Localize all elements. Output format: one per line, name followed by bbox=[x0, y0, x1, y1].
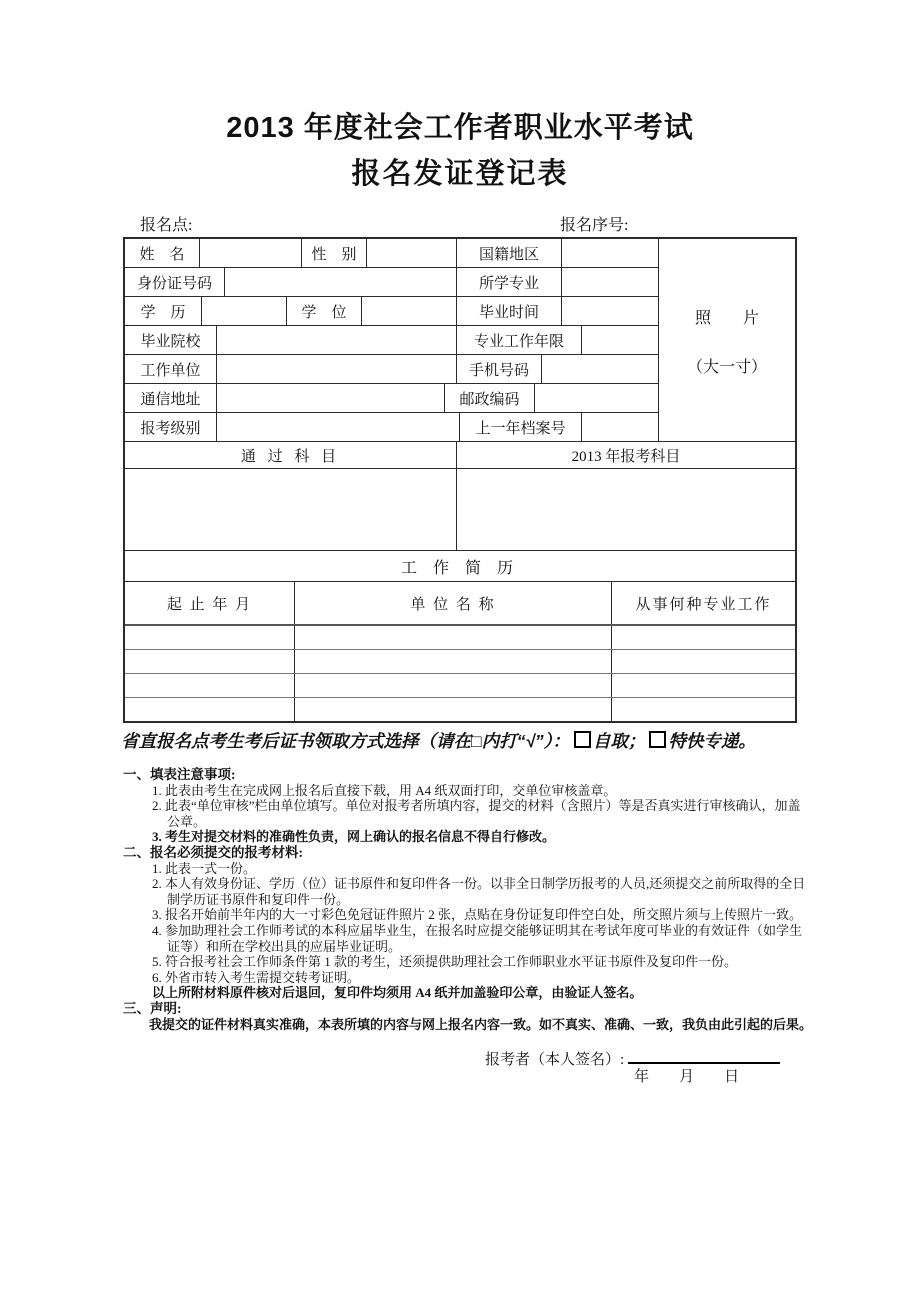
work-years-input[interactable] bbox=[582, 326, 658, 354]
personal-info-grid bbox=[125, 239, 659, 442]
photo-size-label: （大一寸） bbox=[686, 358, 767, 376]
work-history-title: 工 作 简 历 bbox=[125, 551, 795, 582]
wh-period-input[interactable] bbox=[125, 674, 295, 697]
note-item: 6. 外省市转入考生需提交转考证明。 bbox=[152, 969, 361, 985]
form-title bbox=[0, 0, 920, 192]
signature-label: 报考者（本人签名）: bbox=[485, 1052, 625, 1069]
last-year-file-input[interactable] bbox=[582, 413, 658, 442]
work-history-header-row bbox=[125, 582, 795, 626]
wh-column-unit: 单 位 名 称 bbox=[295, 582, 612, 624]
delivery-option-self-pickup: 自取； bbox=[592, 731, 646, 751]
registration-table bbox=[123, 237, 797, 723]
wh-unit-input[interactable] bbox=[295, 650, 612, 673]
field-label-address: 通信地址 bbox=[125, 384, 217, 412]
row-school-workyears bbox=[125, 326, 658, 355]
field-label-degree: 学 位 bbox=[287, 297, 362, 325]
current-subjects-input[interactable] bbox=[457, 469, 795, 550]
field-label-name: 姓 名 bbox=[125, 239, 200, 267]
subjects-header-row bbox=[125, 441, 795, 469]
wh-unit-input[interactable] bbox=[295, 698, 612, 721]
subjects-body-row bbox=[125, 469, 795, 551]
wh-period-input[interactable] bbox=[125, 626, 295, 649]
row-name-gender-nationality bbox=[125, 239, 658, 268]
field-label-work-years: 专业工作年限 bbox=[457, 326, 582, 354]
wh-period-input[interactable] bbox=[125, 698, 295, 721]
photo-box bbox=[659, 239, 795, 442]
note-item: 3. 报名开始前半年内的大一寸彩色免冠证件照片 2 张，点贴在身份证复印件空白处，所交照片须与上传照片一致。 bbox=[152, 907, 803, 923]
notes-heading-2: 二、报名必须提交的报考材料: bbox=[123, 844, 303, 860]
name-input[interactable] bbox=[200, 239, 302, 267]
major-input[interactable] bbox=[562, 268, 658, 296]
row-address-postcode bbox=[125, 384, 658, 413]
exam-level-input[interactable] bbox=[217, 413, 460, 442]
row-education-degree-gradtime bbox=[125, 297, 658, 326]
registration-site-label: 报名点: bbox=[140, 217, 193, 234]
notes-materials-footer: 以上所附材料原件核对后退回，复印件均须用 A4 纸并加盖验印公章，由验证人签名。 bbox=[152, 985, 643, 1001]
field-label-exam-level: 报考级别 bbox=[125, 413, 217, 442]
field-label-id-number: 身份证号码 bbox=[125, 268, 225, 296]
postcode-input[interactable] bbox=[535, 384, 658, 412]
signature-input[interactable] bbox=[628, 1046, 780, 1064]
express-delivery-checkbox[interactable] bbox=[649, 731, 666, 748]
registration-serial-label: 报名序号: bbox=[560, 217, 629, 234]
field-label-major: 所学专业 bbox=[457, 268, 562, 296]
id-number-input[interactable] bbox=[225, 268, 457, 296]
delivery-prefix: 省直报名点考生考后证书领取方式选择（请在□内打“√”）： bbox=[121, 731, 570, 751]
photo-label: 照 片 bbox=[694, 309, 759, 327]
note-item: 4. 参加助理社会工作师考试的本科应届毕业生，在报名时应提交能够证明其在考试年度可毕业的有效证件（如学生证等）和所在学校出具的应届毕业证明。 bbox=[152, 922, 803, 954]
field-label-education: 学 历 bbox=[125, 297, 202, 325]
work-history-row bbox=[125, 650, 795, 674]
form-title-line1: 2013 年度社会工作者职业水平考试 bbox=[226, 112, 694, 144]
notes-section bbox=[123, 767, 813, 1032]
form-title-line2: 报名发证登记表 bbox=[351, 158, 569, 190]
row-level-filenumber bbox=[125, 413, 658, 442]
signature-row bbox=[485, 1046, 920, 1086]
field-label-postcode: 邮政编码 bbox=[445, 384, 535, 412]
work-history-row bbox=[125, 698, 795, 721]
delivery-option-express: 特快专递。 bbox=[668, 731, 756, 751]
wh-unit-input[interactable] bbox=[295, 674, 612, 697]
passed-subjects-label: 通 过 科 目 bbox=[125, 442, 457, 468]
note-item: 1. 此表一式一份。 bbox=[152, 860, 257, 876]
field-label-grad-school: 毕业院校 bbox=[125, 326, 217, 354]
grad-school-input[interactable] bbox=[217, 326, 457, 354]
note-item-bold: 3. 考生对提交材料的准确性负责，网上确认的报名信息不得自行修改。 bbox=[152, 829, 556, 845]
work-history-row bbox=[125, 626, 795, 650]
wh-job-input[interactable] bbox=[612, 698, 795, 721]
field-label-grad-time: 毕业时间 bbox=[457, 297, 562, 325]
wh-column-job: 从事何种专业工作 bbox=[635, 596, 772, 613]
education-input[interactable] bbox=[202, 297, 287, 325]
wh-job-input[interactable] bbox=[612, 626, 795, 649]
field-label-employer: 工作单位 bbox=[125, 355, 217, 383]
grad-time-input[interactable] bbox=[562, 297, 658, 325]
wh-unit-input[interactable] bbox=[295, 626, 612, 649]
current-subjects-label: 2013 年报考科目 bbox=[571, 448, 681, 465]
field-label-gender: 性 别 bbox=[302, 239, 367, 267]
gender-input[interactable] bbox=[367, 239, 457, 267]
wh-period-input[interactable] bbox=[125, 650, 295, 673]
note-item: 2. 本人有效身份证、学历（位）证书原件和复印件各一份。以非全日制学历报考的人员,还须提交之前所取得的全日制学历证书原件和复印件一份。 bbox=[152, 876, 806, 907]
degree-input[interactable] bbox=[362, 297, 457, 325]
wh-job-input[interactable] bbox=[612, 650, 795, 673]
note-item: 2. 此表“单位审核”栏由单位填写。单位对报考者所填内容，提交的材料（含照片）等是否真实进行审核确认，加盖公章。 bbox=[152, 798, 801, 829]
meta-row bbox=[123, 212, 797, 235]
notes-heading-1: 一、填表注意事项: bbox=[123, 767, 236, 782]
wh-job-input[interactable] bbox=[612, 674, 795, 697]
notes-heading-3: 三、声明: bbox=[123, 1000, 182, 1016]
declaration-body: 我提交的证件材料真实准确，本表所填的内容与网上报名内容一致。如不真实、准确、一致，我负由此引起的后果。 bbox=[149, 1016, 813, 1032]
field-label-mobile: 手机号码 bbox=[457, 355, 542, 383]
nationality-input[interactable] bbox=[562, 239, 658, 267]
self-pickup-checkbox[interactable] bbox=[574, 731, 591, 748]
employer-input[interactable] bbox=[217, 355, 457, 383]
signature-date-label: 年 月 日 bbox=[634, 1069, 740, 1086]
mobile-input[interactable] bbox=[542, 355, 658, 383]
signature-area bbox=[628, 1046, 780, 1086]
certificate-delivery-line bbox=[121, 728, 821, 753]
address-input[interactable] bbox=[217, 384, 445, 412]
work-history-row bbox=[125, 674, 795, 698]
field-label-last-year-file: 上一年档案号 bbox=[460, 413, 582, 442]
personal-info-section bbox=[125, 239, 795, 442]
field-label-nationality: 国籍地区 bbox=[457, 239, 562, 267]
note-item: 5. 符合报考社会工作师条件第 1 款的考生，还须提供助理社会工作师职业水平证书原件及复印件一份。 bbox=[152, 954, 738, 970]
row-id-major bbox=[125, 268, 658, 297]
passed-subjects-input[interactable] bbox=[125, 469, 457, 550]
note-item: 1. 此表由考生在完成网上报名后直接下载，用 A4 纸双面打印，交单位审核盖章。 bbox=[152, 782, 617, 798]
wh-column-period: 起 止 年 月 bbox=[125, 582, 295, 624]
row-employer-mobile bbox=[125, 355, 658, 384]
